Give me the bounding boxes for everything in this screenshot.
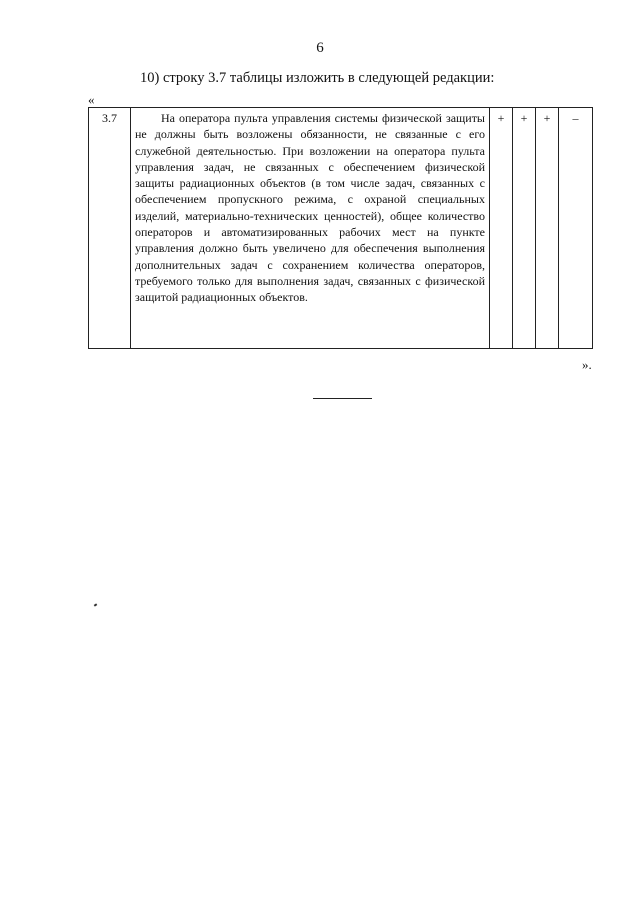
mark-cell-2: + xyxy=(513,108,536,349)
row-text-cell: На оператора пульта управления системы физической защиты не должны быть возложены обязанности, не связанные с его служебной деятельностью. При возложении на оператора пульта управления задач, не связанных с обеспечением физической защиты радиационных объектов (в том числе задач, связанных с обеспечением пропускного режима, с охраной специальных изделий, материально-технических ценностей), общее количество операторов и автоматизированных рабочих мест на пункте управления должно быть увеличено для обеспечения выполнения дополнительных задач с сохранением количества операторов, требуемого только для выполнения задач, связанных с физической защитой радиационных объектов. xyxy=(131,108,490,349)
closing-quote: ». xyxy=(582,357,592,372)
table-row xyxy=(89,108,593,349)
separator-line xyxy=(313,398,372,399)
dash-cell: – xyxy=(559,108,593,349)
amendment-table xyxy=(88,107,593,349)
opening-quote: « xyxy=(88,92,95,107)
scan-speck xyxy=(94,603,98,606)
page-number: 6 xyxy=(316,40,324,56)
mark-cell-3: + xyxy=(536,108,559,349)
mark-cell-1: + xyxy=(490,108,513,349)
row-number-cell: 3.7 xyxy=(89,108,131,349)
amendment-instruction: 10) строку 3.7 таблицы изложить в следующей редакции: xyxy=(140,70,495,86)
